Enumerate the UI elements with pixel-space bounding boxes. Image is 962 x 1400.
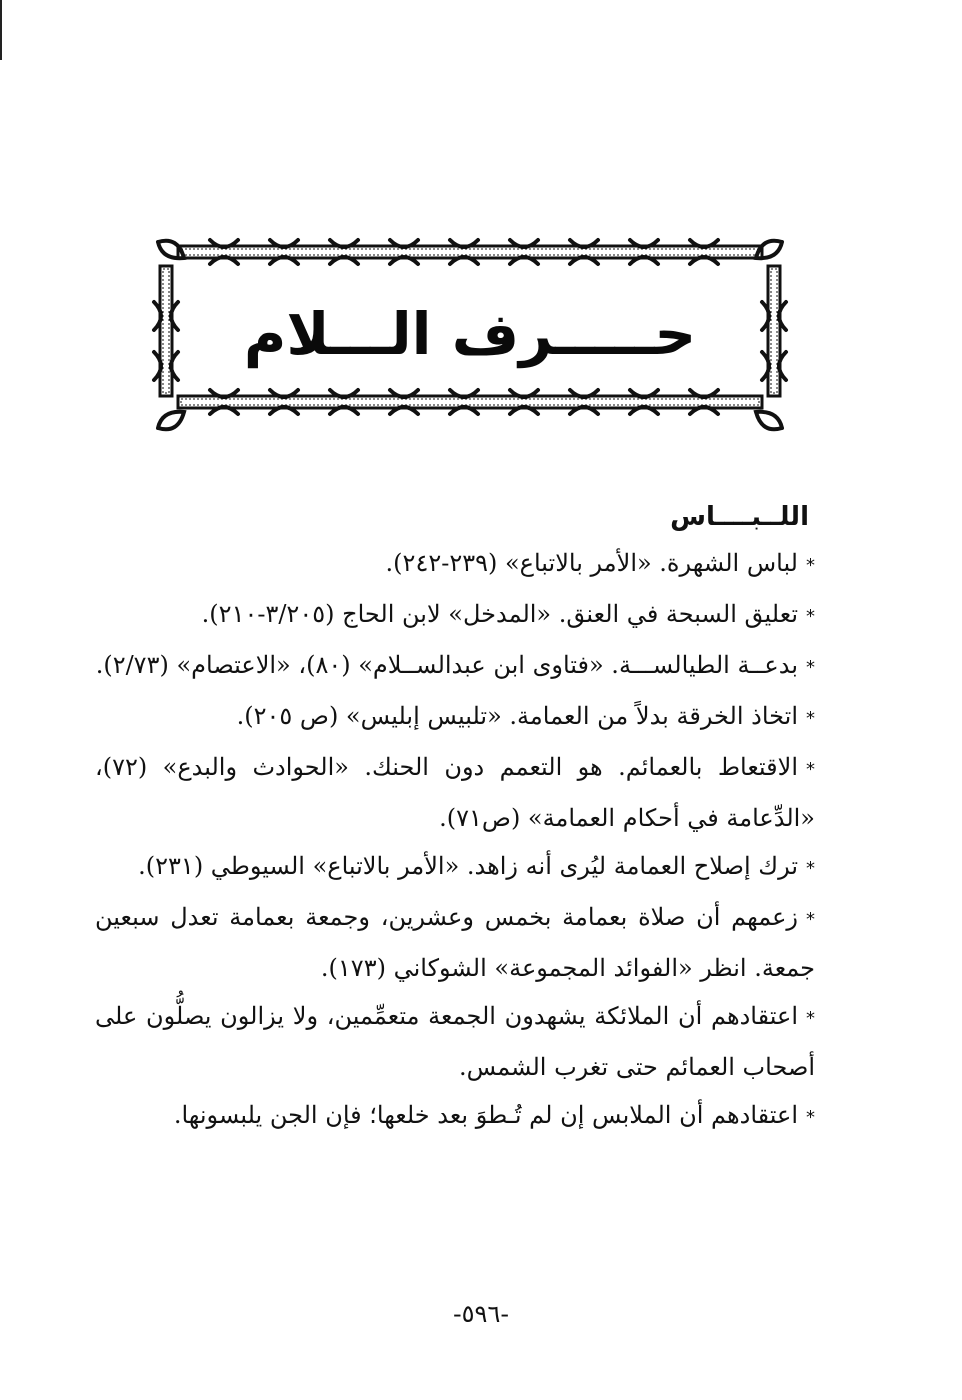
- list-item-text: بدعــة الطيالســـة. «فتاوى ابن عبدالســلام» (٨٠)، «الاعتصام» (٢/٧٣).: [95, 651, 798, 679]
- list-item: [95, 842, 815, 893]
- list-item-text: ترك إصلاح العمامة ليُرى أنه زاهد. «الأمر بالاتباع» السيوطي (٢٣١).: [138, 852, 798, 880]
- list-item-text: زعمهم أن صلاة بعمامة بخمس وعشرين، وجمعة بعمامة تعدل سبعين جمعة. انظر «الفوائد المجموعة» الشوكاني (١٧٣).: [95, 903, 815, 982]
- page-body: [95, 495, 815, 1142]
- asterisk-icon: *: [806, 759, 815, 780]
- list-item-text: الاقتعاط بالعمائم. هو التعمم دون الحنك. «الحوادث والبدع» (٧٢)، «الدِّعامة في أحكام العمامة» (ص٧١).: [95, 753, 815, 832]
- list-item: [95, 590, 815, 641]
- asterisk-icon: *: [806, 657, 815, 678]
- page-number: -٥٩٦-: [452, 1300, 509, 1328]
- scan-edge-line: [0, 0, 2, 60]
- section-heading: اللــبــــاس: [670, 502, 809, 532]
- asterisk-icon: *: [806, 1107, 815, 1128]
- list-item: [95, 743, 815, 842]
- asterisk-icon: *: [806, 555, 815, 576]
- list-item: [95, 539, 815, 590]
- chapter-title: حـــــرف الـــلام: [243, 300, 697, 368]
- chapter-title-frame: [150, 232, 790, 440]
- list-item-text: تعليق السبحة في العنق. «المدخل» لابن الحاج (٣/٢٠٥-٢١٠).: [201, 600, 798, 628]
- asterisk-icon: *: [806, 1008, 815, 1029]
- list-item: [95, 1091, 815, 1142]
- list-item-text: اعتقادهم أن الملائكة يشهدون الجمعة متعمِّمين، ولا يزالون يصلُّون على أصحاب العمائم حتى تغرب الشمس.: [95, 1002, 815, 1081]
- list-item: [95, 692, 815, 743]
- asterisk-icon: *: [806, 858, 815, 879]
- asterisk-icon: *: [806, 708, 815, 729]
- list-item: [95, 992, 815, 1091]
- list-item: [95, 641, 815, 692]
- list-item-text: اعتقادهم أن الملابس إن لم تُـطوَ بعد خلعها؛ فإن الجن يلبسونها.: [173, 1101, 798, 1129]
- asterisk-icon: *: [806, 606, 815, 627]
- list-item: [95, 893, 815, 992]
- list-item-text: اتخاذ الخرقة بدلاً من العمامة. «تلبيس إبليس» (ص ٢٠٥).: [236, 702, 798, 730]
- asterisk-icon: *: [806, 909, 815, 930]
- list-item-text: لباس الشهرة. «الأمر بالاتباع» (٢٣٩-٢٤٢).: [385, 549, 798, 577]
